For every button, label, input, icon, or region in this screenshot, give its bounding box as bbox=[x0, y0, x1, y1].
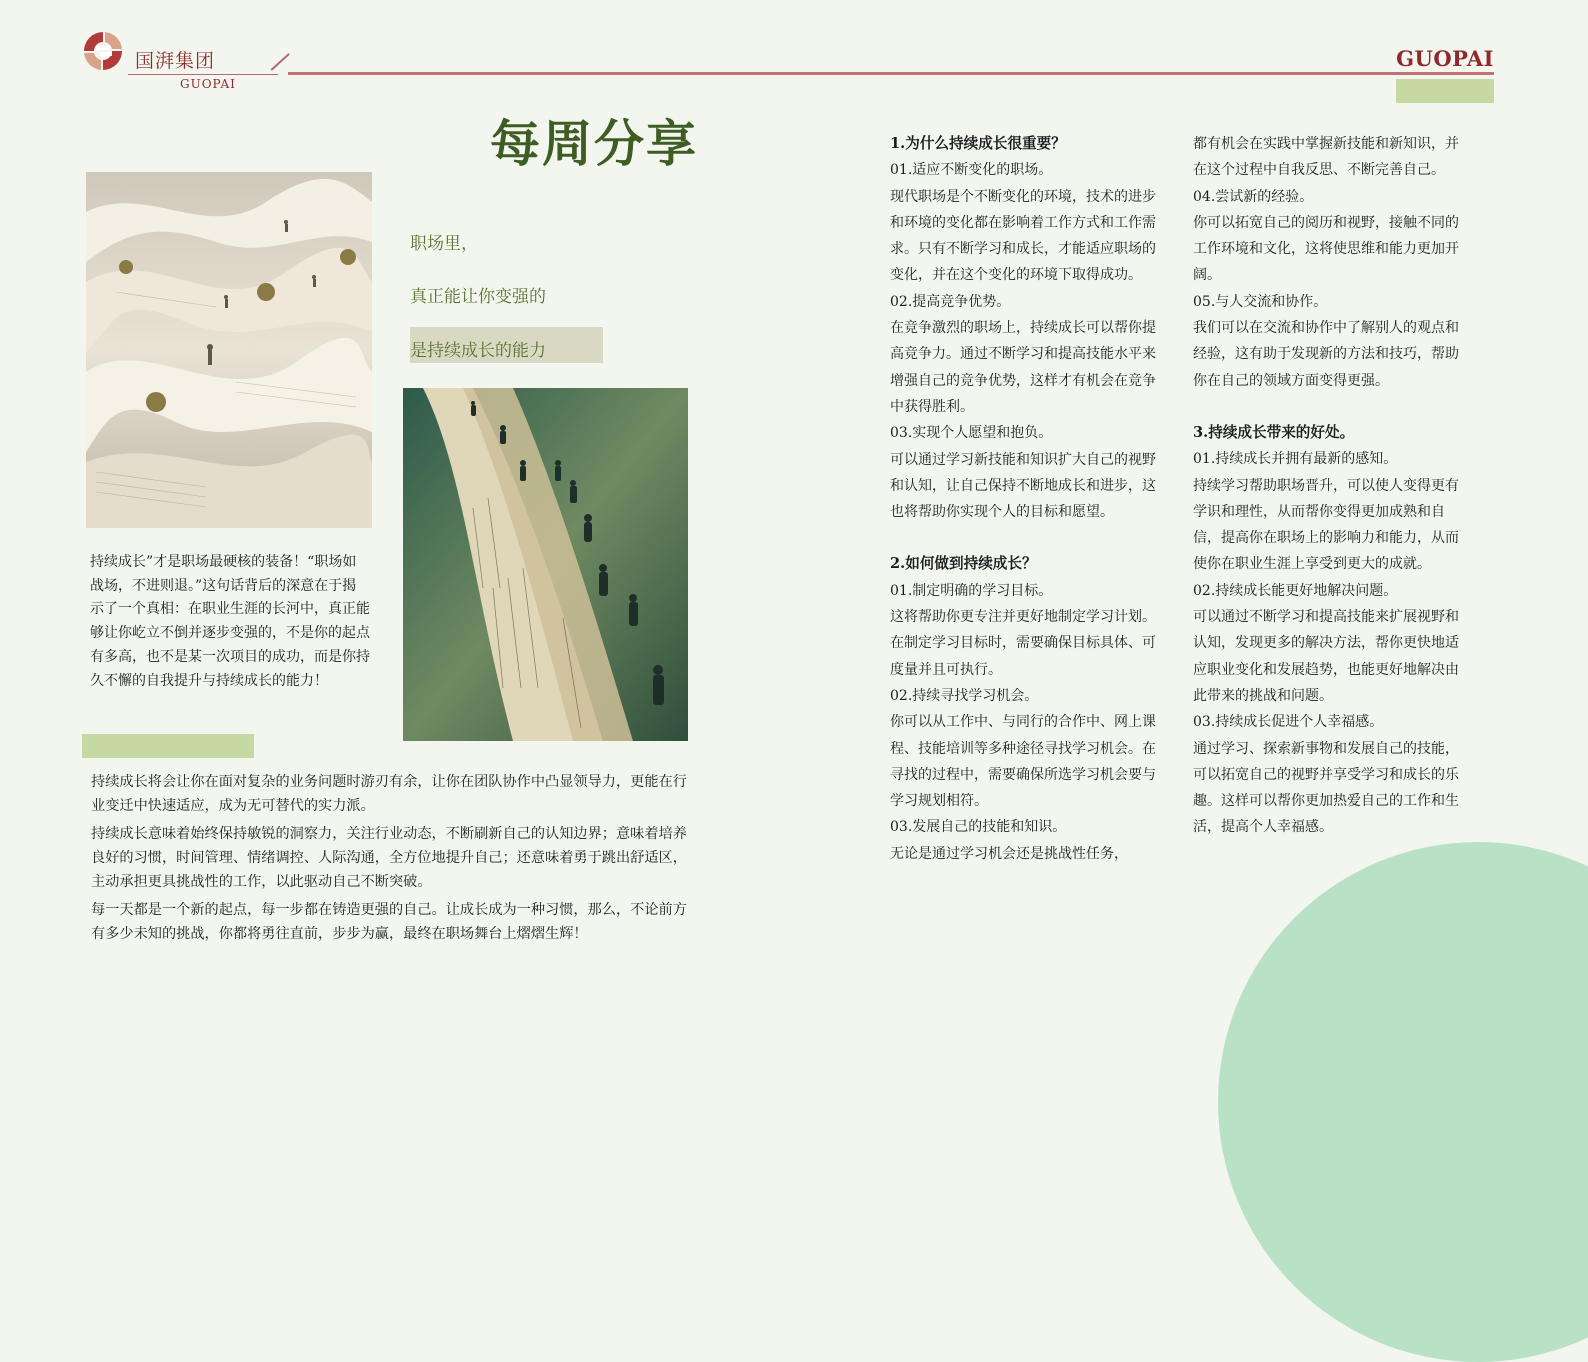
body-paragraph-3: 每一天都是一个新的起点，每一步都在铸造更强的自己。让成长成为一种习惯，那么，不论前方有多少未知的挑战，你都将勇往直前，步步为赢，最终在职场舞台上熠熠生辉！ bbox=[91, 902, 687, 942]
list-item-heading: 02.持续成长能更好地解决问题。 bbox=[1193, 582, 1398, 599]
section-heading: 1.为什么持续成长很重要？ bbox=[890, 135, 1066, 152]
list-item-heading: 02.提高竞争优势。 bbox=[890, 293, 1011, 310]
list-item-heading: 02.持续寻找学习机会。 bbox=[890, 687, 1039, 704]
paper-landscape-image bbox=[86, 172, 372, 528]
guopai-logo-icon bbox=[82, 30, 124, 72]
body-paragraph-1: 持续成长将会让你在面对复杂的业务问题时游刃有余，让你在团队协作中凸显领导力，更能在行业变迁中快速适应，成为无可替代的实力派。 bbox=[91, 774, 687, 814]
article-column-2 bbox=[1193, 131, 1465, 841]
header-divider-slash bbox=[271, 53, 290, 70]
list-item-text: 可以通过学习新技能和知识扩大自己的视野和认知，让自己保持不断地成长和进步，这也将帮助你实现个人的目标和愿望。 bbox=[890, 451, 1156, 521]
header-divider bbox=[288, 72, 1494, 75]
list-item-heading: 05.与人交流和协作。 bbox=[1193, 293, 1328, 310]
quote-line-3: 是持续成长的能力 bbox=[410, 341, 546, 361]
list-item-text: 无论是通过学习机会还是挑战性任务， bbox=[890, 845, 1128, 862]
header-divider-thin bbox=[128, 74, 278, 75]
list-item-text: 这将帮助你更专注并更好地制定学习计划。在制定学习目标时，需要确保目标具体、可度量并且可执行。 bbox=[890, 609, 1156, 678]
list-item-text: 持续学习帮助职场晋升，可以使人变得更有学识和理性，从而帮你变得更加成熟和自信，提高你在职场上的影响力和能力，从而使你在职业生涯上享受到更大的成就。 bbox=[1193, 477, 1459, 573]
brand-wordmark: GUOPAI bbox=[1396, 46, 1494, 71]
logo-english-name: GUOPAI bbox=[180, 77, 236, 91]
list-item-heading: 03.实现个人愿望和抱负。 bbox=[890, 425, 1053, 442]
decorative-circle bbox=[1218, 842, 1588, 1362]
intro-paragraph: 持续成长”才是职场最硬核的装备！“职场如战场，不进则退。”这句话背后的深意在于揭示了一个真相：在职业生涯的长河中，真正能够让你屹立不倒并逐步变强的，不是你的起点有多高，也不是某一次项目的成功，而是你持久不懈的自我提升与持续成长的能力！ bbox=[90, 554, 370, 689]
list-item-text: 我们可以在交流和协作中了解别人的观点和经验，这有助于发现新的方法和技巧，帮助你在自己的领域方面变得更强。 bbox=[1193, 320, 1459, 389]
list-item-text: 都有机会在实践中掌握新技能和新知识，并在这个过程中自我反思、不断完善自己。 bbox=[1193, 136, 1459, 179]
list-item-text: 通过学习、探索新事物和发展自己的技能，可以拓宽自己的视野并享受学习和成长的乐趣。这样可以帮你更加热爱自己的工作和生活，提高个人幸福感。 bbox=[1193, 740, 1459, 836]
list-item-text: 你可以拓宽自己的阅历和视野，接触不同的工作环境和文化，这将使思维和能力更加开阔。 bbox=[1193, 214, 1459, 284]
list-item-heading: 01.制定明确的学习目标。 bbox=[890, 582, 1053, 599]
logo-chinese-name: 国湃集团 bbox=[135, 50, 216, 72]
section-heading: 3.持续成长带来的好处。 bbox=[1193, 423, 1355, 441]
list-item-text: 现代职场是个不断变化的环境，技术的进步和环境的变化都在影响着工作方式和工作需求。只有不断学习和成长，才能适应职场的变化，并在这个变化的环境下取得成功。 bbox=[890, 188, 1156, 284]
scroll-figures-image bbox=[403, 388, 688, 741]
list-item-heading: 04.尝试新的经验。 bbox=[1193, 188, 1314, 205]
page-title: 每周分享 bbox=[490, 115, 698, 173]
list-item-heading: 03.持续成长促进个人幸福感。 bbox=[1193, 714, 1384, 731]
list-item-text: 你可以从工作中、与同行的合作中、网上课程、技能培训等多种途径寻找学习机会。在寻找的过程中，需要确保所选学习机会要与学习规划相符。 bbox=[890, 714, 1156, 810]
list-item-text: 可以通过不断学习和提高技能来扩展视野和认知，发现更多的解决方法，帮你更快地适应职业变化和发展趋势，也能更好地解决由此带来的挑战和问题。 bbox=[1193, 609, 1459, 704]
body-paragraph-2: 持续成长意味着始终保持敏锐的洞察力，关注行业动态，不断刷新自己的认知边界；意味着培养良好的习惯，时间管理、情绪调控、人际沟通，全方位地提升自己；还意味着勇于跳出舒适区，主动承担更具挑战性的工作，以此驱动自己不断突破。 bbox=[91, 826, 687, 890]
list-item-heading: 03.发展自己的技能和知识。 bbox=[890, 819, 1067, 836]
quote-line-2: 真正能让你变强的 bbox=[410, 287, 546, 307]
quote-line-1: 职场里， bbox=[410, 234, 478, 254]
list-item-heading: 01.持续成长并拥有最新的感知。 bbox=[1193, 451, 1398, 468]
article-column-1 bbox=[890, 131, 1162, 867]
list-item-text: 在竞争激烈的职场上，持续成长可以帮你提高竞争力。通过不断学习和提高技能水平来增强自己的竞争优势，这样才有机会在竞争中获得胜利。 bbox=[890, 320, 1156, 415]
brand-accent-box bbox=[1396, 79, 1494, 103]
list-item-heading: 01.适应不断变化的职场。 bbox=[890, 162, 1053, 179]
section-heading: 2.如何做到持续成长？ bbox=[890, 555, 1037, 573]
section-accent-bar bbox=[82, 734, 254, 758]
